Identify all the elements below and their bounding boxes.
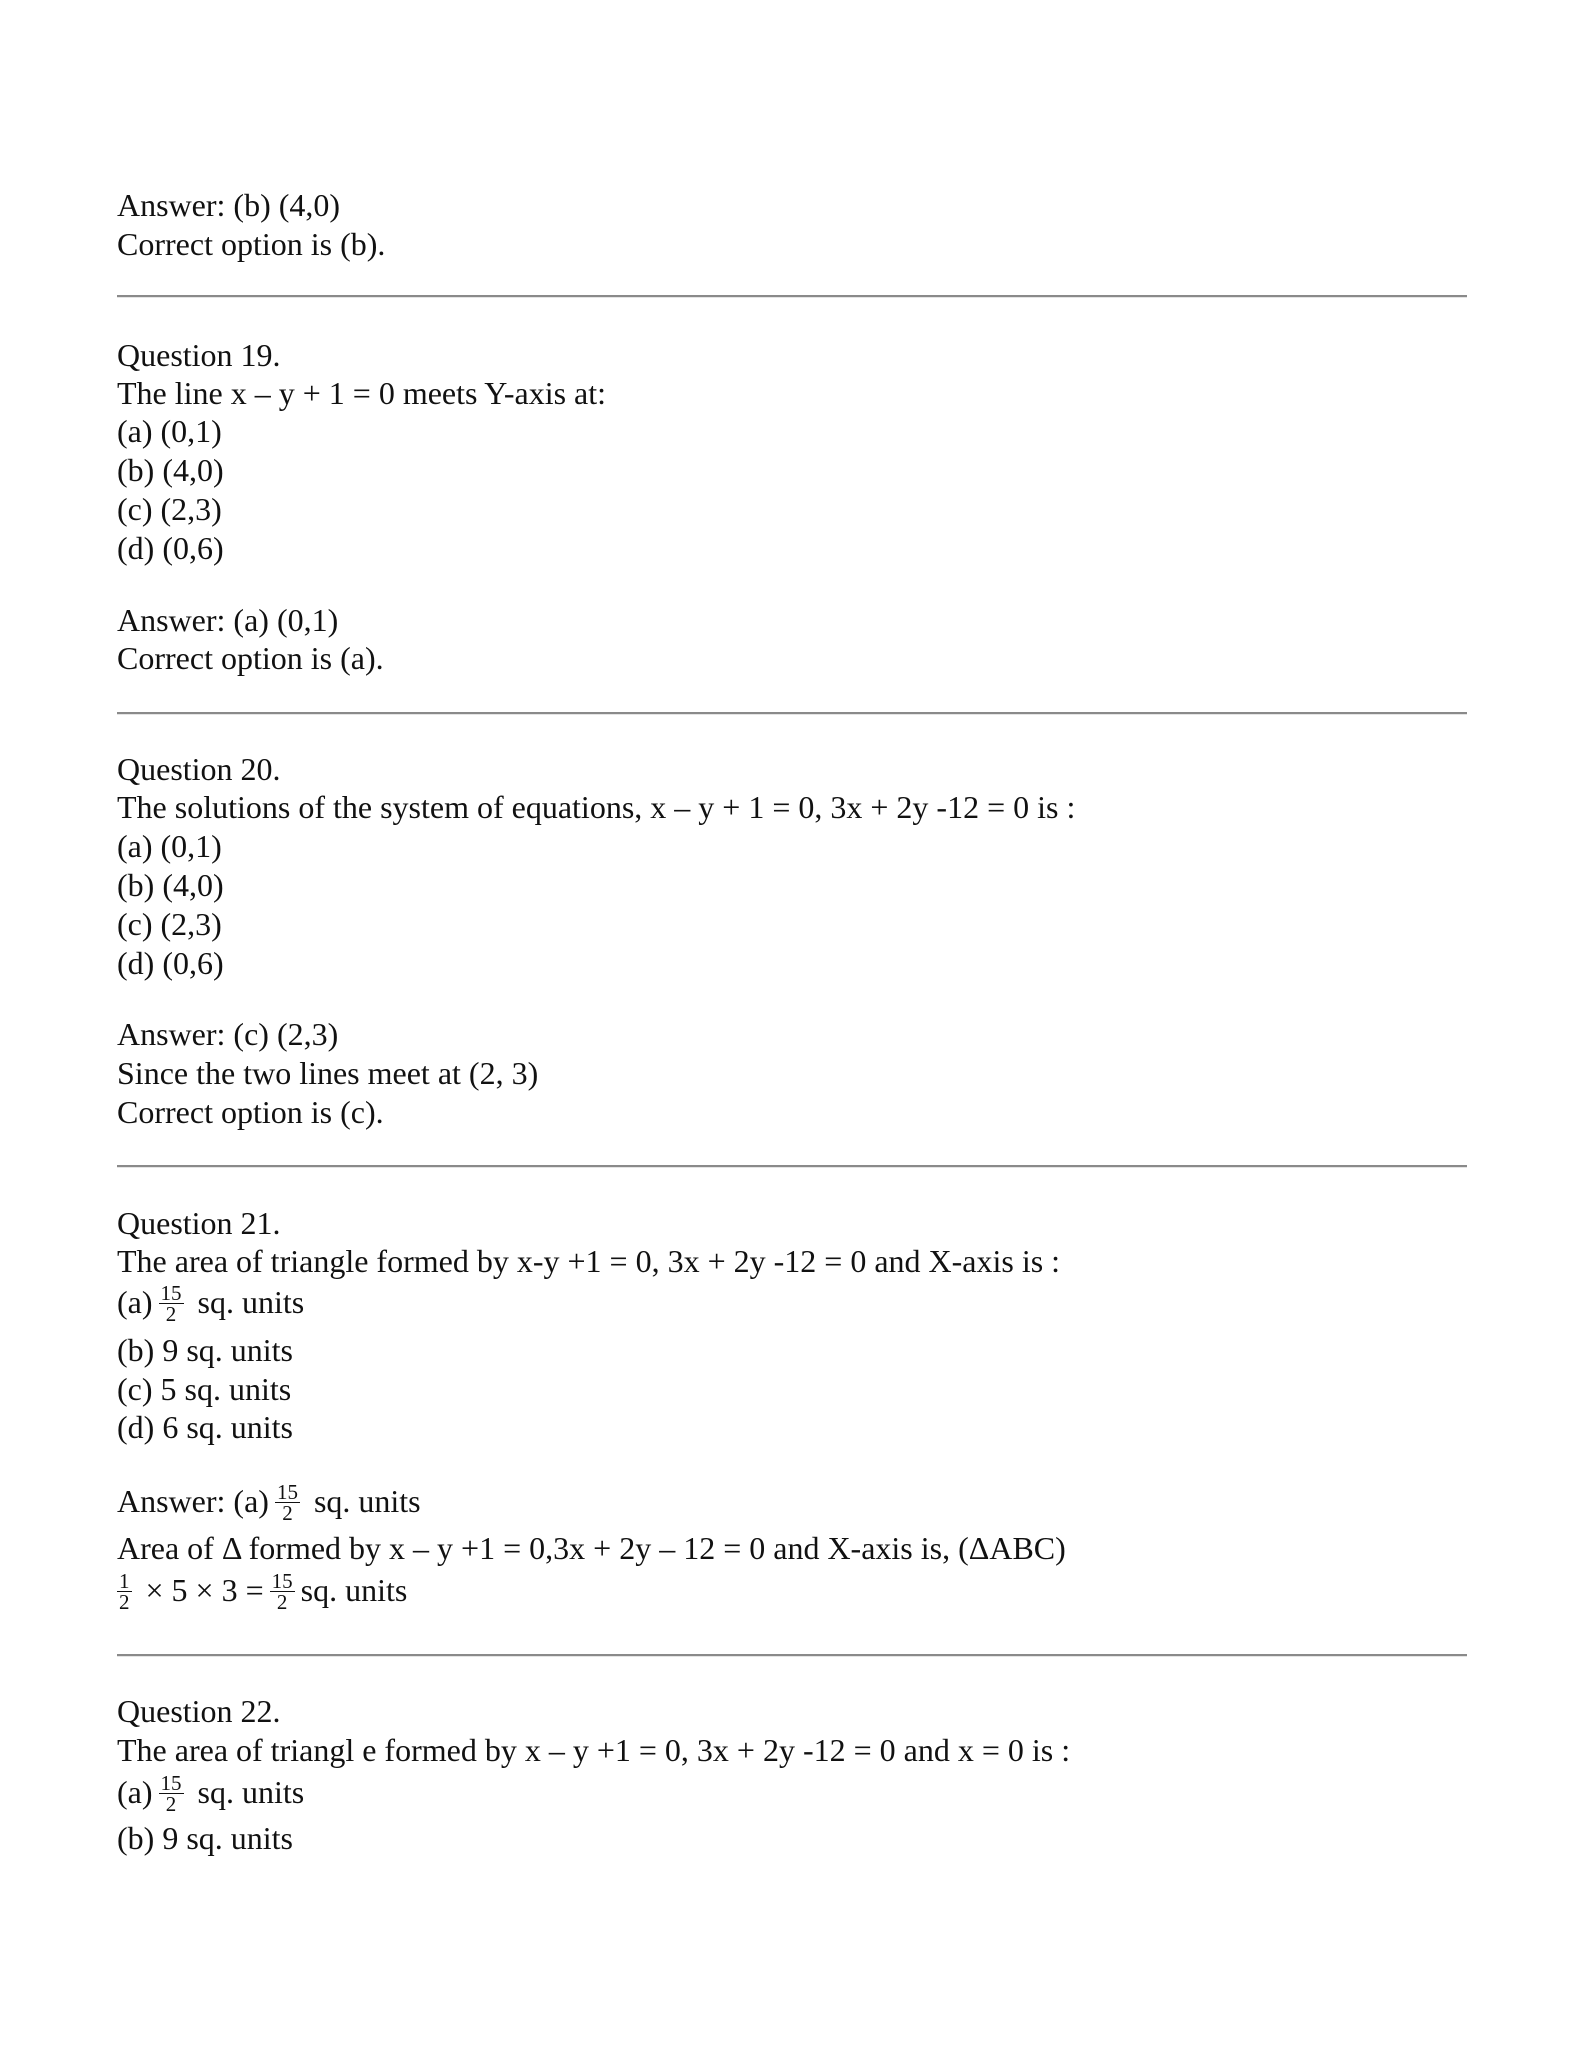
option-a: (a) (0,1) [117,828,222,864]
question-title: Question 21. [117,1205,281,1241]
fraction [159,1771,184,1817]
divider [117,712,1467,715]
numerator: 15 [271,1569,293,1594]
answer-line: Answer: (c) (2,3) [117,1016,339,1052]
option-label: (a) [117,1284,153,1320]
answer-line [117,1482,421,1525]
option-d: (d) (0,6) [117,945,224,981]
fraction [117,1569,132,1615]
numerator: 15 [276,1480,298,1505]
option-c: (c) (2,3) [117,491,222,527]
option-c: (c) 5 sq. units [117,1371,292,1407]
calculation-text: × 5 × 3 = [145,1572,264,1608]
option-b: (b) 9 sq. units [117,1820,293,1856]
question-text: The area of triangle formed by x-y +1 = 0, 3x + 2y -12 = 0 and X-axis is : [117,1243,1061,1279]
fraction [270,1569,295,1615]
numerator: 15 [160,1281,182,1306]
question-title: Question 19. [117,337,281,373]
option-a: (a) (0,1) [117,413,222,449]
option-unit: sq. units [197,1774,305,1810]
option-a [117,1283,304,1326]
answer-label: Answer: (a) [117,1483,269,1519]
option-d: (d) (0,6) [117,530,224,566]
option-unit: sq. units [197,1284,305,1320]
correct-option-line: Correct option is (b). [117,226,386,262]
option-c: (c) (2,3) [117,906,222,942]
answer-line: Answer: (a) (0,1) [117,602,339,638]
divider [117,295,1467,298]
option-label: (a) [117,1774,153,1810]
denominator: 2 [119,1590,130,1615]
explanation-line: Since the two lines meet at (2, 3) [117,1055,539,1091]
numerator: 15 [160,1771,182,1796]
fraction [159,1281,184,1327]
question-text: The solutions of the system of equations, x – y + 1 = 0, 3x + 2y -12 = 0 is : [117,789,1076,825]
fraction [275,1480,300,1526]
option-a [117,1773,304,1816]
option-b: (b) (4,0) [117,452,224,488]
question-title: Question 22. [117,1693,281,1729]
correct-option-line: Correct option is (c). [117,1094,384,1130]
question-text: The area of triangl e formed by x – y +1 = 0, 3x + 2y -12 = 0 and x = 0 is : [117,1732,1071,1768]
explanation-line: Area of Δ formed by x – y +1 = 0,3x + 2y – 12 = 0 and X-axis is, (ΔABC) [117,1530,1066,1566]
calculation-unit: sq. units [300,1572,408,1608]
denominator: 2 [165,1792,177,1817]
denominator: 2 [282,1501,293,1526]
calculation-line [117,1571,407,1614]
numerator: 1 [119,1569,130,1594]
option-b: (b) 9 sq. units [117,1332,293,1368]
option-d: (d) 6 sq. units [117,1409,293,1445]
question-text: The line x – y + 1 = 0 meets Y-axis at: [117,375,607,411]
question-title: Question 20. [117,751,281,787]
denominator: 2 [165,1302,177,1327]
correct-option-line: Correct option is (a). [117,640,384,676]
divider [117,1165,1467,1168]
answer-unit: sq. units [313,1483,421,1519]
denominator: 2 [276,1590,288,1615]
answer-line: Answer: (b) (4,0) [117,187,341,223]
option-b: (b) (4,0) [117,867,224,903]
divider [117,1654,1467,1657]
